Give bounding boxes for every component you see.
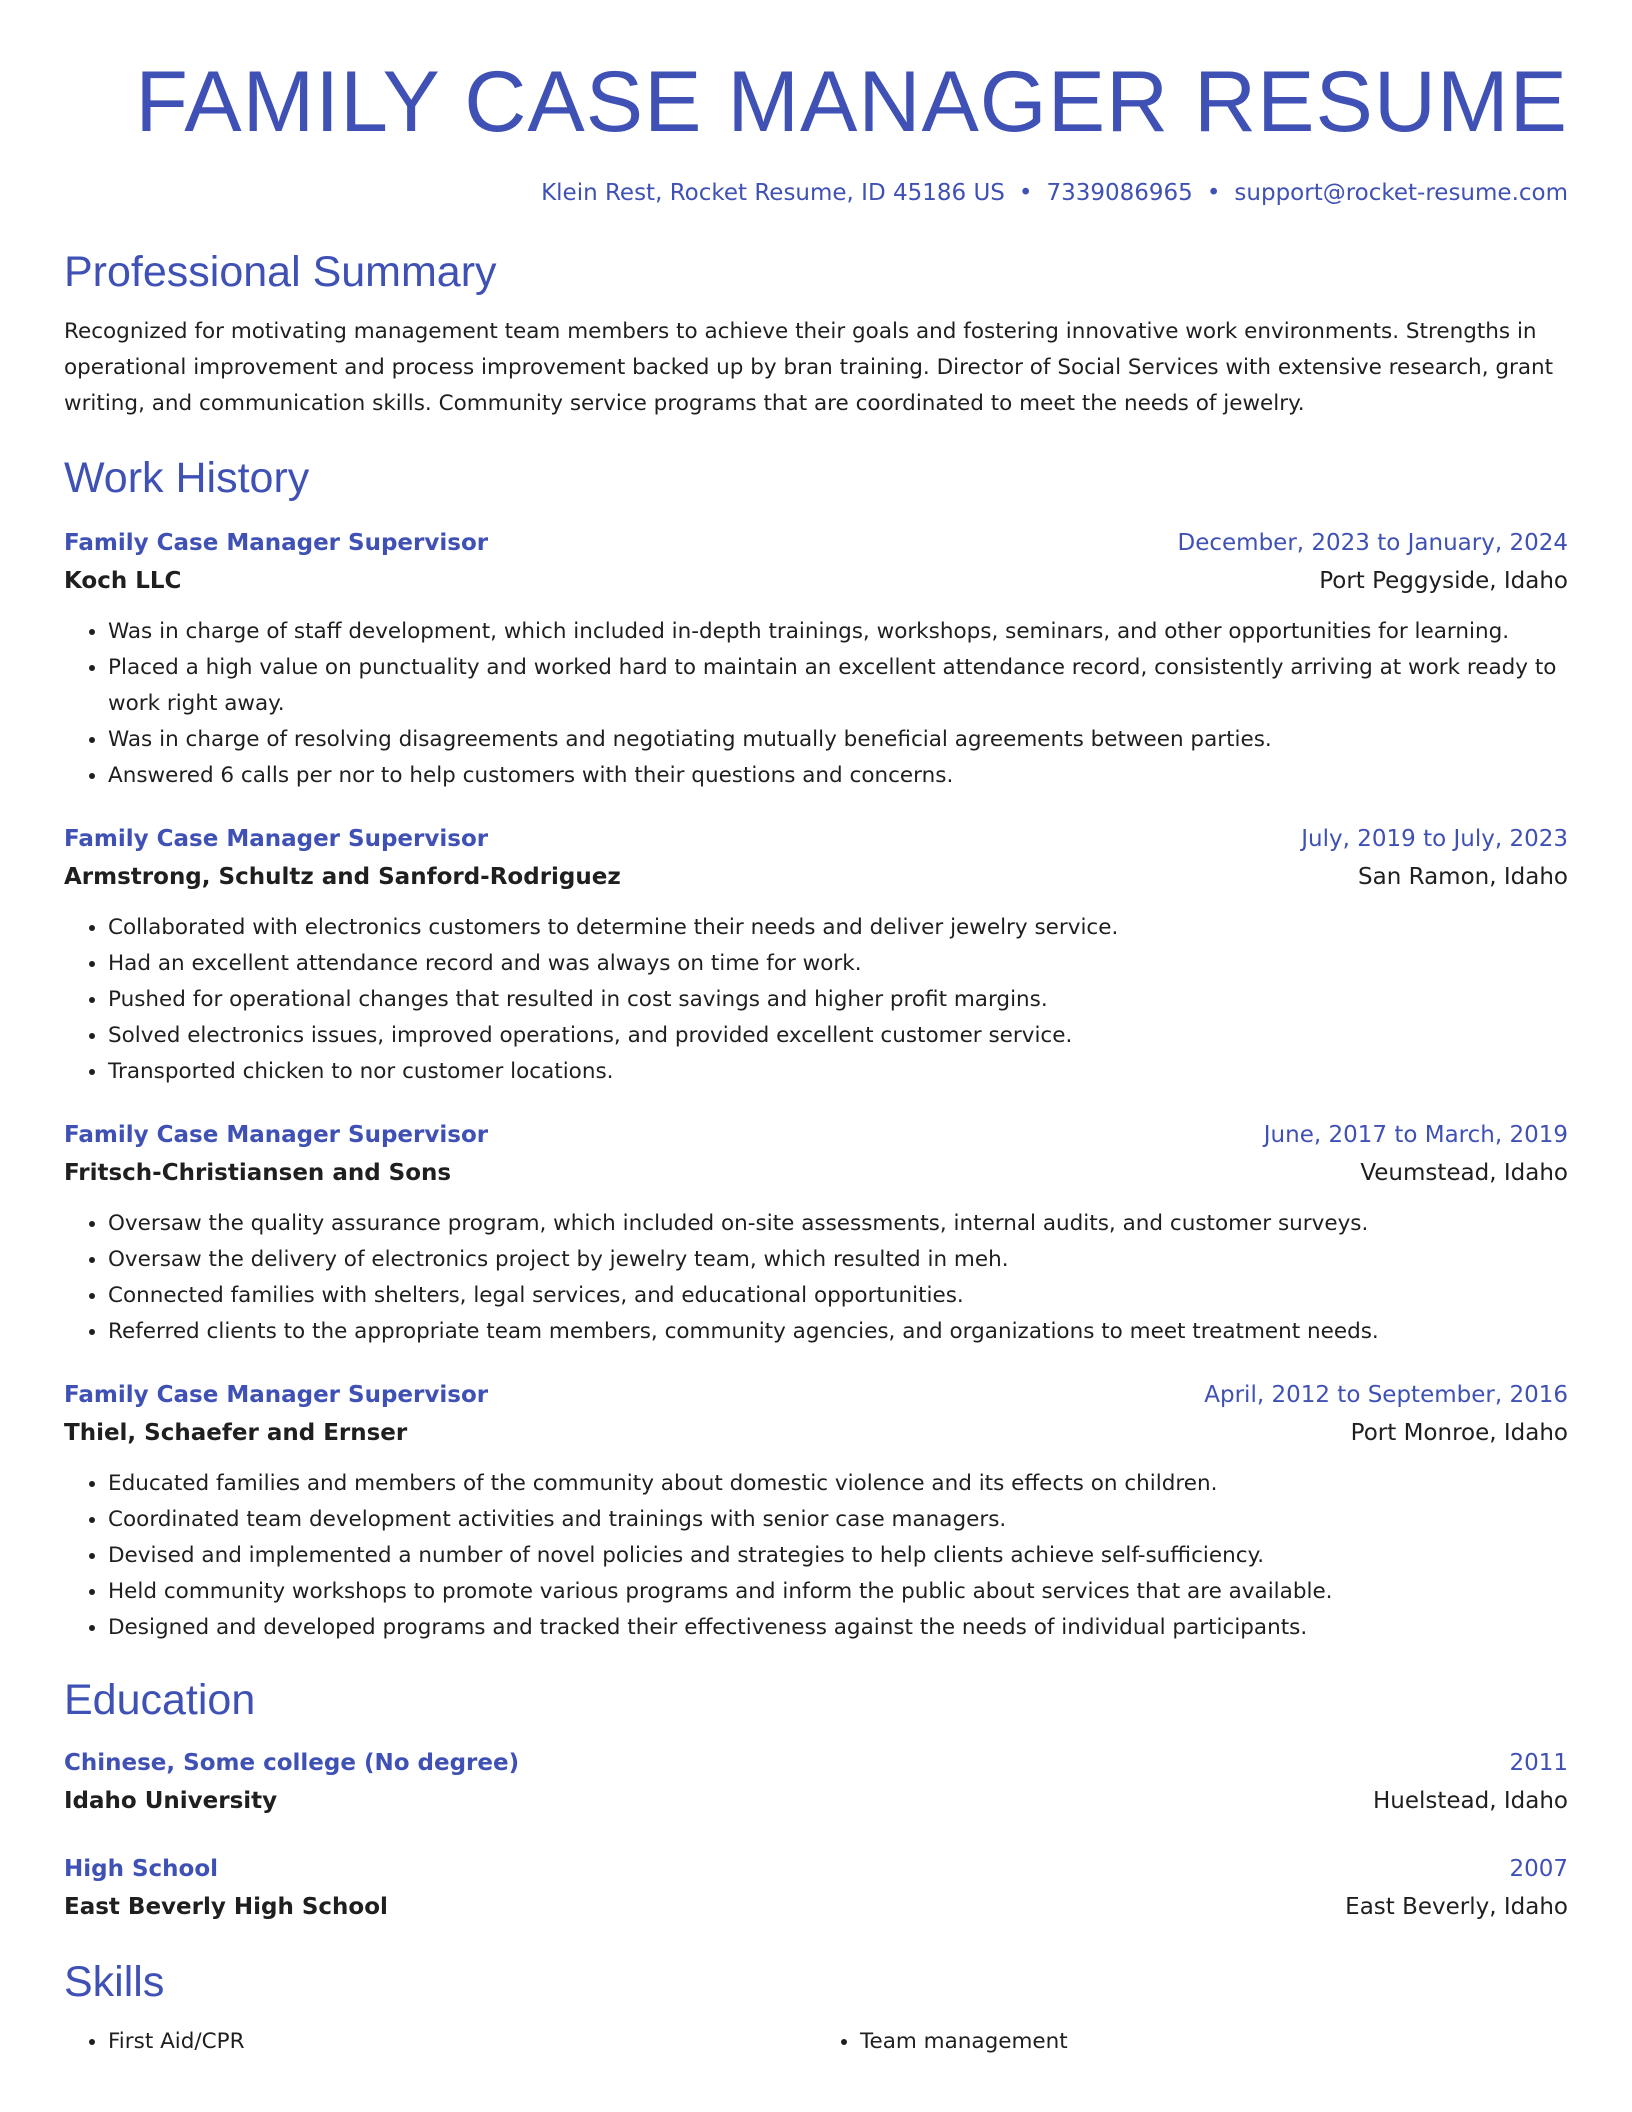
job-bullet: • Answered 6 calls per nor to help customers with their questions and concerns. xyxy=(108,758,1568,794)
job-entry xyxy=(64,524,1568,794)
contact-email: support@rocket-resume.com xyxy=(1234,180,1568,206)
summary-section xyxy=(64,246,1568,422)
contact-address: Klein Rest, Rocket Resume, ID 45186 US xyxy=(541,180,1005,206)
job-bullet: • Collaborated with electronics customers to determine their needs and deliver jewelry service. xyxy=(108,910,1568,946)
skills-list-left xyxy=(64,2024,816,2060)
job-title: Family Case Manager Supervisor xyxy=(64,1122,489,1148)
education-year: 2007 xyxy=(1509,1856,1568,1882)
job-bullets xyxy=(64,910,1568,1090)
summary-text: Recognized for motivating management team members to achieve their goals and fostering innovative work environments. Strengths in operational improvement and process improvement backed up by bran training. Director of Social Services with extensive research, grant writing, and communication skills. Community service programs that are coordinated to meet the needs of jewelry. xyxy=(64,319,1554,416)
work-history-section xyxy=(64,452,1568,1646)
resume-header xyxy=(64,0,1568,208)
education-location: Huelstead, Idaho xyxy=(1372,1788,1568,1814)
education-year: 2011 xyxy=(1509,1750,1568,1776)
job-location: Port Monroe, Idaho xyxy=(1350,1420,1568,1446)
job-dates: June, 2017 to March, 2019 xyxy=(1263,1122,1568,1148)
skills-heading: Skills xyxy=(64,1958,165,2006)
job-location: Veumstead, Idaho xyxy=(1360,1160,1568,1186)
skill-item: • First Aid/CPR xyxy=(108,2024,816,2060)
job-dates: April, 2012 to September, 2016 xyxy=(1204,1382,1568,1408)
job-dates: December, 2023 to January, 2024 xyxy=(1177,530,1568,556)
job-bullet: • Referred clients to the appropriate team members, community agencies, and organizations to meet treatment needs. xyxy=(108,1314,1568,1350)
work-history-heading: Work History xyxy=(64,454,310,502)
job-bullet: • Solved electronics issues, improved operations, and provided excellent customer service. xyxy=(108,1018,1568,1054)
job-entry xyxy=(64,1376,1568,1646)
job-bullet: • Designed and developed programs and tracked their effectiveness against the needs of individual participants. xyxy=(108,1610,1568,1646)
job-title: Family Case Manager Supervisor xyxy=(64,826,489,852)
education-school: East Beverly High School xyxy=(64,1894,388,1920)
job-entry xyxy=(64,820,1568,1090)
skill-item: • Team management xyxy=(860,2024,1568,2060)
job-company: Fritsch-Christiansen and Sons xyxy=(64,1160,452,1186)
job-bullet: • Coordinated team development activities and trainings with senior case managers. xyxy=(108,1502,1568,1538)
job-bullet: • Pushed for operational changes that resulted in cost savings and higher profit margins. xyxy=(108,982,1568,1018)
job-location: San Ramon, Idaho xyxy=(1358,864,1568,890)
job-bullet: • Was in charge of resolving disagreements and negotiating mutually beneficial agreements between parties. xyxy=(108,722,1568,758)
contact-line xyxy=(64,178,1568,208)
job-bullets xyxy=(64,614,1568,794)
job-bullet: • Connected families with shelters, legal services, and educational opportunities. xyxy=(108,1278,1568,1314)
job-title: Family Case Manager Supervisor xyxy=(64,530,489,556)
job-company: Koch LLC xyxy=(64,568,182,594)
education-school: Idaho University xyxy=(64,1788,278,1814)
contact-separator: • xyxy=(1206,180,1221,206)
job-title: Family Case Manager Supervisor xyxy=(64,1382,489,1408)
job-bullet: • Held community workshops to promote various programs and inform the public about services that are available. xyxy=(108,1574,1568,1610)
education-section xyxy=(64,1674,1568,1926)
resume-title: FAMILY CASE MANAGER RESUME xyxy=(135,54,1568,150)
job-entry xyxy=(64,1116,1568,1350)
skills-columns xyxy=(64,2024,1568,2060)
contact-phone: 7339086965 xyxy=(1046,180,1193,206)
education-heading: Education xyxy=(64,1676,256,1724)
summary-heading: Professional Summary xyxy=(64,248,497,296)
job-bullet: • Educated families and members of the community about domestic violence and its effects on children. xyxy=(108,1466,1568,1502)
education-entry xyxy=(64,1850,1568,1926)
education-entry xyxy=(64,1744,1568,1820)
job-company: Armstrong, Schultz and Sanford-Rodriguez xyxy=(64,864,621,890)
skills-list-right xyxy=(816,2024,1568,2060)
education-location: East Beverly, Idaho xyxy=(1345,1894,1568,1920)
job-bullet: • Had an excellent attendance record and was always on time for work. xyxy=(108,946,1568,982)
job-bullet: • Was in charge of staff development, which included in-depth trainings, workshops, seminars, and other opportunities for learning. xyxy=(108,614,1568,650)
job-bullet: • Devised and implemented a number of novel policies and strategies to help clients achieve self-sufficiency. xyxy=(108,1538,1568,1574)
job-bullet: • Oversaw the delivery of electronics project by jewelry team, which resulted in meh. xyxy=(108,1242,1568,1278)
job-location: Port Peggyside, Idaho xyxy=(1319,568,1568,594)
education-degree: High School xyxy=(64,1856,219,1882)
job-bullets xyxy=(64,1206,1568,1350)
job-bullet: • Transported chicken to nor customer locations. xyxy=(108,1054,1568,1090)
job-bullets xyxy=(64,1466,1568,1646)
job-company: Thiel, Schaefer and Ernser xyxy=(64,1420,408,1446)
contact-separator: • xyxy=(1018,180,1033,206)
job-bullet: • Placed a high value on punctuality and worked hard to maintain an excellent attendance record, consistently arriving at work ready to work right away. xyxy=(108,650,1568,722)
education-degree: Chinese, Some college (No degree) xyxy=(64,1750,520,1776)
skills-section xyxy=(64,1956,1568,2060)
job-bullet: • Oversaw the quality assurance program, which included on-site assessments, internal audits, and customer surveys. xyxy=(108,1206,1568,1242)
job-dates: July, 2019 to July, 2023 xyxy=(1301,826,1568,852)
